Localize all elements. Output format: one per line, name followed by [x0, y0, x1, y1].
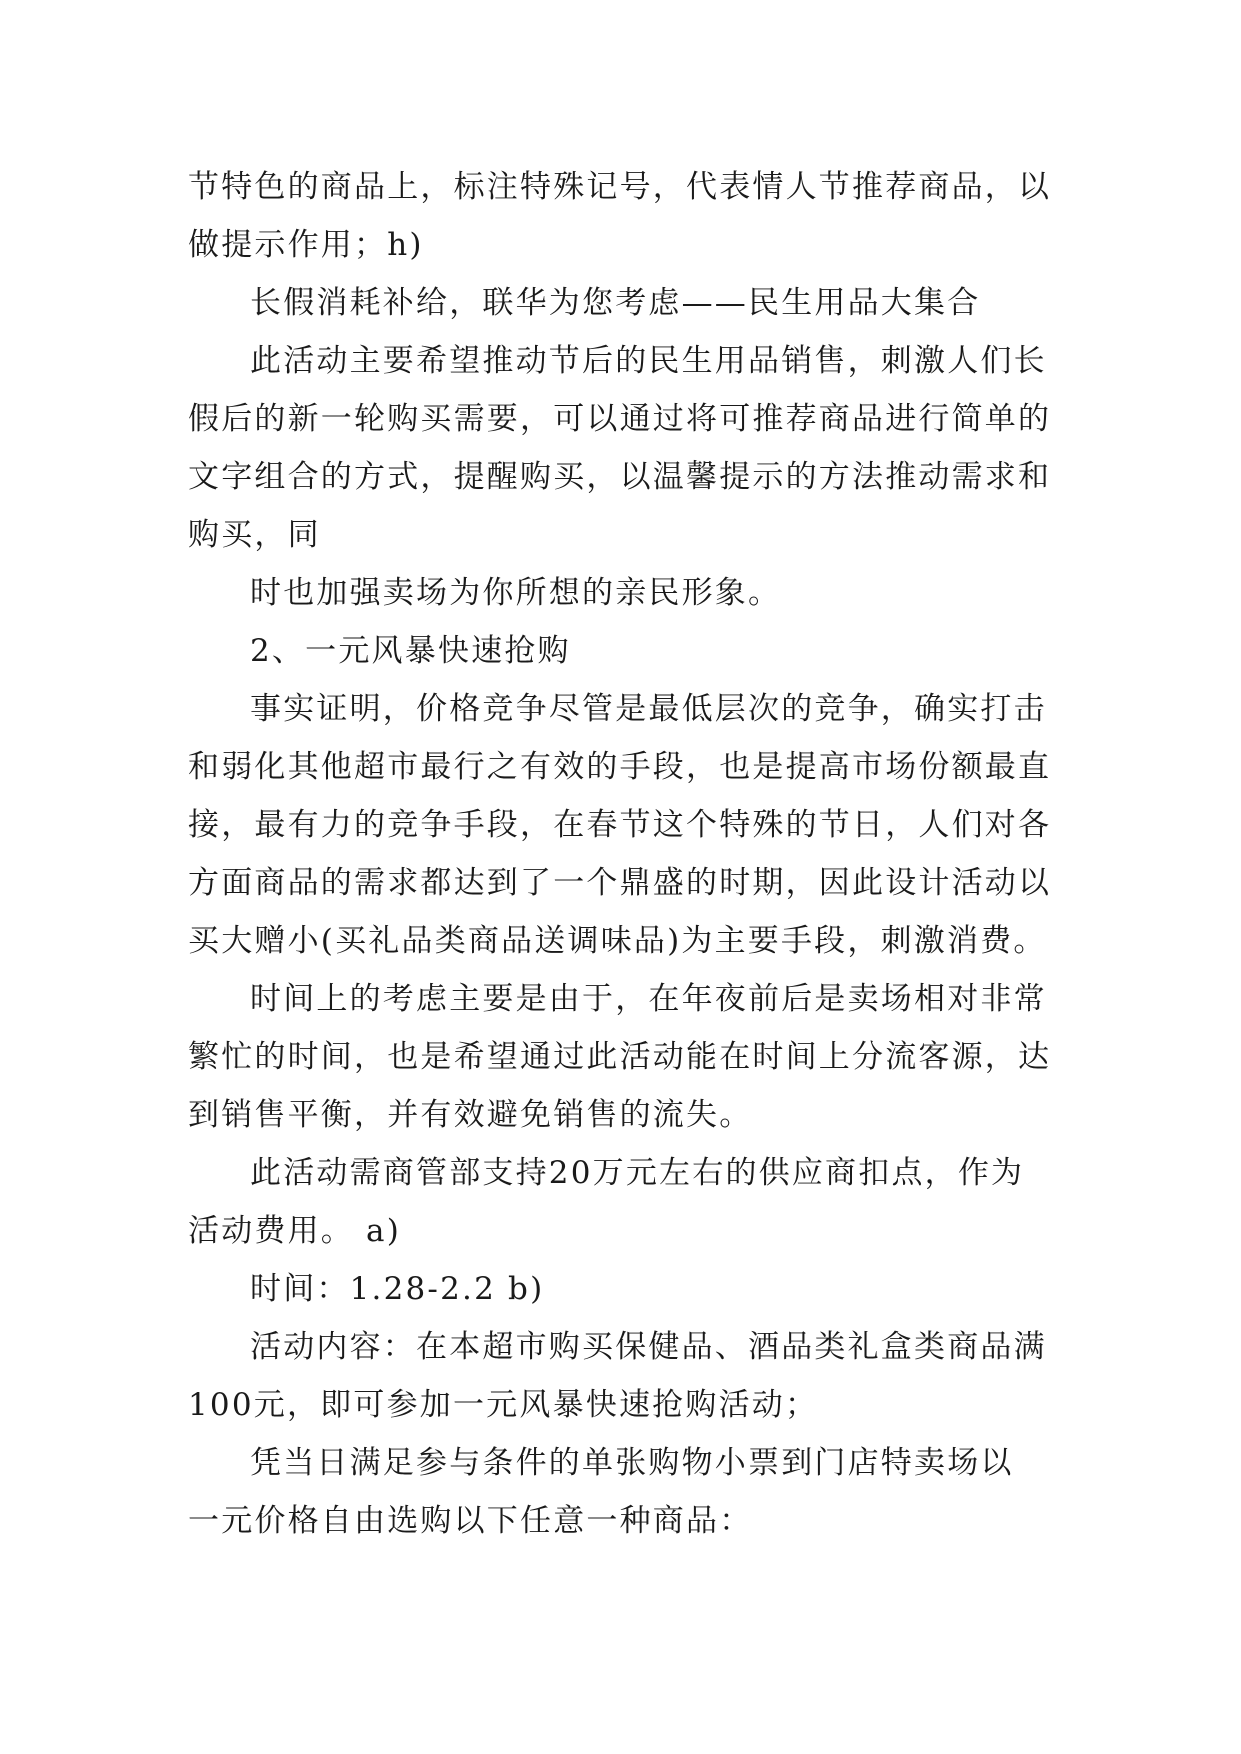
section-heading: 长假消耗补给，联华为您考虑——民生用品大集合 [250, 285, 981, 321]
text-line: 活动内容：在本超市购买保健品、酒品类礼盒类商品满 [250, 1329, 1047, 1365]
text-line: 时也加强卖场为你所想的亲民形象。 [250, 575, 782, 611]
section-heading: 2、一元风暴快速抢购 [250, 633, 571, 669]
document-body [188, 158, 1068, 1550]
text-line: 此活动主要希望推动节后的民生用品销售，刺激人们长 [250, 343, 1047, 379]
text-line: 繁忙的时间，也是希望通过此活动能在时间上分流客源，达 [188, 1039, 1052, 1075]
text-line: 时间：1.28-2.2 b) [250, 1271, 545, 1307]
text-line: 事实证明，价格竞争尽管是最低层次的竞争，确实打击 [250, 691, 1047, 727]
text-line: 到销售平衡，并有效避免销售的流失。 [188, 1097, 753, 1133]
text-line: 购买，同 [188, 517, 321, 553]
text-line: 凭当日满足参与条件的单张购物小票到门店特卖场以 [250, 1445, 1014, 1481]
text-line: 节特色的商品上，标注特殊记号，代表情人节推荐商品，以 [188, 169, 1052, 205]
text-line: 和弱化其他超市最行之有效的手段，也是提高市场份额最直 [188, 749, 1052, 785]
text-line: 方面商品的需求都达到了一个鼎盛的时期，因此设计活动以 [188, 865, 1052, 901]
text-line: 时间上的考虑主要是由于，在年夜前后是卖场相对非常 [250, 981, 1047, 1017]
text-line: 文字组合的方式，提醒购买，以温馨提示的方法推动需求和 [188, 459, 1052, 495]
text-line: 活动费用。 a) [188, 1213, 402, 1249]
text-line: 一元价格自由选购以下任意一种商品： [188, 1503, 753, 1539]
text-line: 买大赠小(买礼品类商品送调味品)为主要手段，刺激消费。 [188, 923, 1047, 959]
text-line: 此活动需商管部支持20万元左右的供应商扣点，作为 [250, 1155, 1025, 1191]
text-line: 100元，即可参加一元风暴快速抢购活动； [188, 1387, 819, 1423]
text-line: 接，最有力的竞争手段，在春节这个特殊的节日，人们对各 [188, 807, 1052, 843]
text-line: 做提示作用；h) [188, 227, 424, 263]
text-line: 假后的新一轮购买需要，可以通过将可推荐商品进行简单的 [188, 401, 1052, 437]
